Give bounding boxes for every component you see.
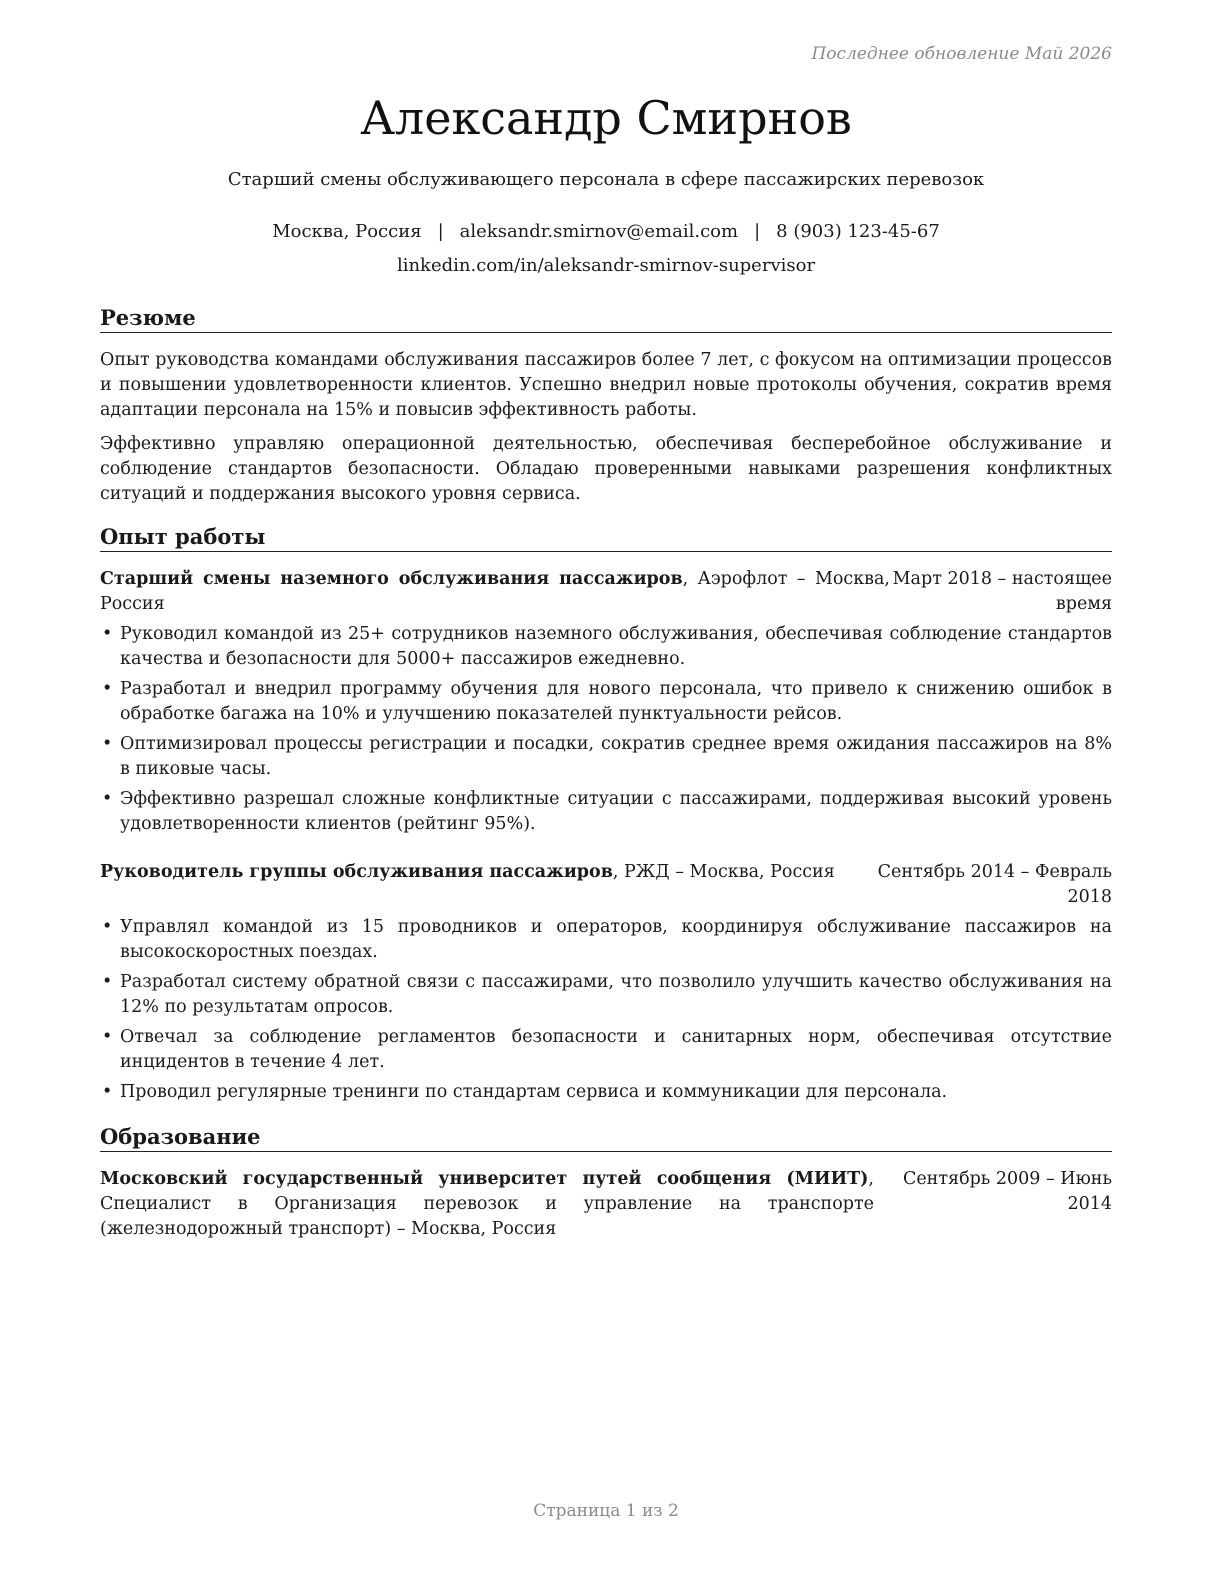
list-item: • Разработал систему обратной связи с пассажирами, что позволило улучшить качество обслуживания на 12% по результатам опросов. [100,970,1112,1020]
job-header [100,860,1112,910]
job-dates [892,567,1112,617]
list-item: • Оптимизировал процессы регистрации и посадки, сократив среднее время ожидания пассажиров на 8% в пиковые часы. [100,732,1112,782]
job-bullets [100,622,1112,842]
location: Москва, Россия [272,221,422,242]
job-dates-line: 2018 [1067,887,1112,907]
candidate-name: Александр Смирнов [360,91,852,145]
linkedin-link[interactable]: linkedin.com/in/aleksandr-smirnov-supervisor [396,255,816,276]
job-role: Старший смены наземного обслуживания пассажиров [100,569,683,589]
job-dates-line: время [1055,594,1112,614]
list-item: • Отвечал за соблюдение регламентов безопасности и санитарных норм, обеспечивая отсутствие инцидентов в течение 4 лет. [100,1025,1112,1075]
separator: | [754,221,761,242]
list-item: • Проводил регулярные тренинги по стандартам сервиса и коммуникации для персонала. [100,1080,1112,1105]
contact-line [100,219,1112,245]
last-updated: Последнее обновление Май 2026 [811,44,1112,64]
section-heading-summary: Резюме [100,304,1112,333]
summary-paragraph: Эффективно управляю операционной деятельностью, обеспечивая бесперебойное обслуживание и соблюдение стандартов безопасности. Обладаю проверенными навыками разрешения конфликтных ситуаций и поддержания высокого уровня сервиса. [100,434,1112,504]
education-dates-line: Сентябрь 2009 – Июнь [902,1169,1112,1189]
education-dates-line: 2014 [1067,1194,1112,1214]
email-link[interactable]: aleksandr.smirnov@email.com [459,221,739,242]
candidate-title: Старший смены обслуживающего персонала в сфере пассажирских перевозок [227,169,985,190]
page-number: Страница 1 из 2 [533,1501,679,1521]
job-bullets [100,915,1112,1110]
education-dates [880,1167,1112,1217]
section-heading-experience: Опыт работы [100,523,1112,552]
list-item: • Руководил командой из 25+ сотрудников наземного обслуживания, обеспечивая соблюдение стандартов качества и безопасности для 5000+ пассажиров ежедневно. [100,622,1112,672]
job-dates-line: Сентябрь 2014 – Февраль [877,862,1112,882]
education-entry [100,1167,1112,1242]
education-institution: Московский государственный университет путей сообщения (МИИТ) [100,1169,869,1189]
job-title-line [100,567,890,617]
job-dates [872,860,1112,910]
job-title-line [100,860,860,885]
job-company: , РЖД – Москва, Россия [612,862,835,882]
phone: 8 (903) 123-45-67 [776,221,940,242]
education-line [100,1167,874,1242]
separator: | [437,221,444,242]
list-item: • Разработал и внедрил программу обучения для нового персонала, что привело к снижению ошибок в обработке багажа на 10% и улучшению показателей пунктуальности рейсов. [100,677,1112,727]
summary-paragraph: Опыт руководства командами обслуживания пассажиров более 7 лет, с фокусом на оптимизации процессов и повышении удовлетворенности клиентов. Успешно внедрил новые протоколы обучения, сократив время адаптации персонала на 15% и повысив эффективность работы. [100,350,1112,420]
resume-page [100,0,1112,1584]
section-heading-education: Образование [100,1123,1112,1152]
job-company: , Аэрофлот – Москва, Россия [100,569,890,614]
job-role: Руководитель группы обслуживания пассажиров [100,862,613,882]
education-details: , Специалист в Организация перевозок и управление на транспорте (железнодорожный транспорт) – Москва, Россия [100,1169,874,1239]
list-item: • Эффективно разрешал сложные конфликтные ситуации с пассажирами, поддерживая высокий уровень удовлетворенности клиентов (рейтинг 95%). [100,787,1112,837]
job-dates-line: Март 2018 – настоящее [892,569,1112,589]
job-header [100,567,1112,617]
list-item: • Управлял командой из 15 проводников и операторов, координируя обслуживание пассажиров на высокоскоростных поездах. [100,915,1112,965]
